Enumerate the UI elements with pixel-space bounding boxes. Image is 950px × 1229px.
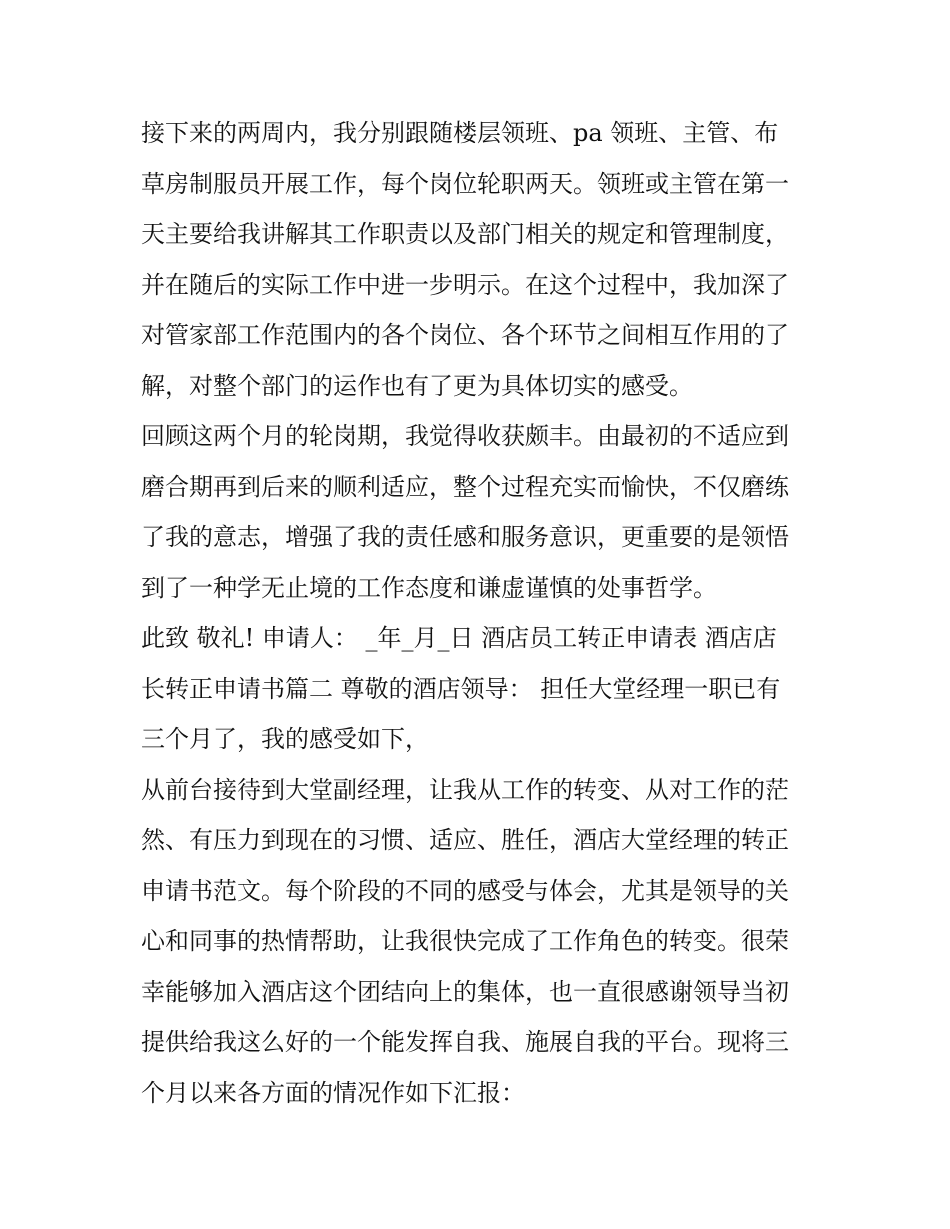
- text-line-6: 解，对整个部门的运作也有了更为具体切实的感受。: [141, 371, 693, 400]
- text-line-18: 幸能够加入酒店这个团结向上的集体，也一直很感谢领导当初: [141, 977, 789, 1006]
- text-line-16: 申请书范文。每个阶段的不同的感受与体会，尤其是领导的关: [141, 876, 789, 905]
- text-line-20: 个月以来各方面的情况作如下汇报：: [141, 1078, 525, 1107]
- text-line-15: 然、有压力到现在的习惯、适应、胜任，酒店大堂经理的转正: [141, 826, 789, 854]
- text-line-13: 三个月了，我的感受如下，: [141, 725, 429, 753]
- text-line-3: 天主要给我讲解其工作职责以及部门相关的规定和管理制度，: [141, 220, 789, 248]
- text-line-17: 心和同事的热情帮助，让我很快完成了工作角色的转变。很荣: [141, 927, 789, 955]
- text-line-12: 长转正申请书篇二 尊敬的酒店领导： 担任大堂经理一职已有: [141, 674, 781, 703]
- text-line-10: 到了一种学无止境的工作态度和谦虚谨慎的处事哲学。: [141, 573, 717, 602]
- text-line-1: 接下来的两周内，我分别跟随楼层领班、pa 领班、主管、布: [141, 119, 779, 147]
- text-line-4: 并在随后的实际工作中进一步明示。在这个过程中，我加深了: [141, 270, 789, 299]
- text-line-7: 回顾这两个月的轮岗期，我觉得收获颇丰。由最初的不适应到: [141, 422, 789, 450]
- text-line-14: 从前台接待到大堂副经理，让我从工作的转变、从对工作的茫: [141, 775, 789, 804]
- body-text: [141, 108, 821, 1118]
- text-line-9: 了我的意志，增强了我的责任感和服务意识，更重要的是领悟: [141, 523, 789, 551]
- text-line-11: 此致 敬礼! 申请人： _年_月_日 酒店员工转正申请表 酒店店: [141, 624, 777, 652]
- text-line-2: 草房制服员开展工作，每个岗位轮职两天。领班或主管在第一: [141, 169, 789, 198]
- text-line-8: 磨合期再到后来的顺利适应，整个过程充实而愉快，不仅磨练: [141, 472, 789, 501]
- text-line-19: 提供给我这么好的一个能发挥自我、施展自我的平台。现将三: [141, 1028, 789, 1056]
- text-line-5: 对管家部工作范围内的各个岗位、各个环节之间相互作用的了: [141, 321, 789, 349]
